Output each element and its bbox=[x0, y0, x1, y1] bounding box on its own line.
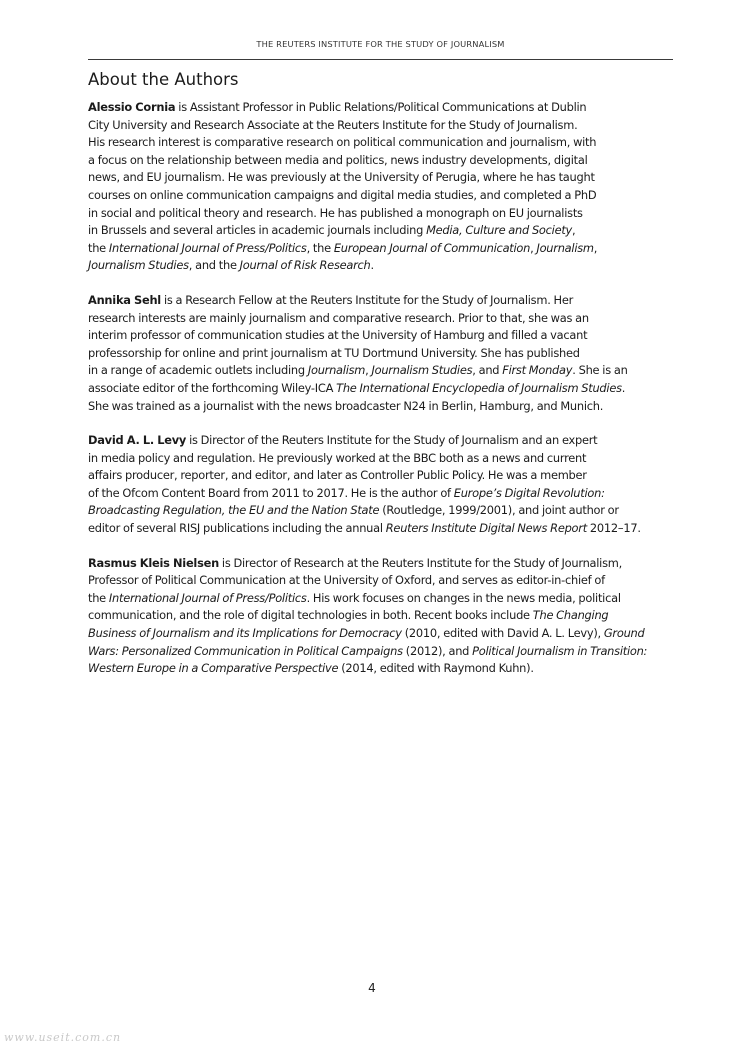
italic-title: European Journal of Communication bbox=[333, 240, 531, 255]
bio-line bbox=[88, 327, 676, 345]
bio-text: . His work focuses on changes in the news media, political bbox=[306, 590, 621, 605]
bio-text: in media policy and regulation. He previously worked at the BBC both as a news and current bbox=[88, 450, 587, 465]
italic-title: Reuters Institute Digital News Report bbox=[385, 521, 587, 536]
running-header: THE REUTERS INSTITUTE FOR THE STUDY OF JOURNALISM bbox=[256, 39, 505, 49]
bio-line bbox=[88, 607, 676, 625]
bio-text: (Routledge, 1999/2001), and joint author or bbox=[379, 503, 619, 518]
bio-text: (2014, edited with Raymond Kuhn). bbox=[338, 661, 534, 676]
bio-line bbox=[88, 432, 676, 450]
bio-text: , bbox=[572, 223, 576, 238]
bio-line bbox=[88, 520, 676, 538]
bio-text: . bbox=[621, 380, 626, 395]
bio-text: interim professor of communication studies at the University of Hamburg and filled a vacant bbox=[88, 328, 588, 343]
bio-line bbox=[88, 450, 676, 468]
author-bios bbox=[88, 99, 676, 695]
italic-title: First Monday bbox=[502, 363, 573, 378]
author-name: Rasmus Kleis Nielsen bbox=[88, 555, 219, 570]
bio-text: is Director of Research at the Reuters Institute for the Study of Journalism, bbox=[218, 555, 623, 570]
header-rule bbox=[88, 59, 673, 60]
italic-title: Media, Culture and Society bbox=[426, 223, 573, 238]
bio-text: City University and Research Associate at the Reuters Institute for the Study of Journalism. bbox=[88, 117, 578, 132]
bio-text: editor of several RISJ publications including the annual bbox=[88, 521, 386, 536]
author-name: David A. L. Levy bbox=[88, 433, 187, 448]
bio-text: a focus on the relationship between media and politics, news industry developments, digital bbox=[88, 152, 588, 167]
author-name: Alessio Cornia bbox=[88, 100, 176, 114]
italic-title: Ground bbox=[603, 626, 645, 641]
italic-title: International Journal of Press/Politics bbox=[108, 590, 307, 605]
bio-text: associate editor of the forthcoming Wiley-ICA bbox=[88, 380, 337, 395]
bio-text: is Assistant Professor in Public Relations/Political Communications at Dublin bbox=[175, 100, 587, 114]
bio-line bbox=[88, 362, 676, 380]
bio-line bbox=[88, 398, 676, 416]
author-bio bbox=[88, 555, 676, 678]
section-title: About the Authors bbox=[88, 70, 239, 89]
bio-text: 2012–17. bbox=[586, 521, 641, 536]
bio-text: the bbox=[88, 590, 109, 605]
italic-title: Journalism Studies bbox=[371, 363, 473, 378]
bio-text: His research interest is comparative research on political communication and journalism, with bbox=[88, 135, 597, 150]
bio-text: (2012), and bbox=[402, 643, 473, 658]
bio-line bbox=[88, 345, 676, 363]
bio-line bbox=[88, 485, 676, 503]
bio-line bbox=[88, 310, 676, 328]
bio-text: . She is an bbox=[572, 363, 628, 378]
bio-line bbox=[88, 590, 676, 608]
bio-line bbox=[88, 572, 676, 590]
bio-text: professorship for online and print journalism at TU Dortmund University. She has published bbox=[88, 345, 580, 360]
bio-line bbox=[88, 257, 676, 275]
bio-text: . bbox=[370, 258, 374, 273]
bio-line bbox=[88, 292, 676, 310]
author-bio bbox=[88, 99, 676, 275]
italic-title: Political Journalism in Transition: bbox=[472, 643, 648, 658]
bio-line bbox=[88, 625, 676, 643]
bio-text: the bbox=[88, 240, 109, 255]
italic-title: Europe’s Digital Revolution: bbox=[453, 485, 605, 500]
italic-title: Journalism Studies bbox=[88, 258, 189, 273]
bio-text: in a range of academic outlets including bbox=[88, 363, 308, 378]
bio-text: , bbox=[593, 240, 598, 255]
bio-line bbox=[88, 643, 676, 661]
bio-text: She was trained as a journalist with the news broadcaster N24 in Berlin, Hamburg, and Munich. bbox=[88, 398, 604, 413]
bio-line bbox=[88, 467, 676, 485]
bio-line bbox=[88, 169, 676, 187]
watermark: www.useit.com.cn bbox=[4, 1031, 122, 1044]
bio-text: in social and political theory and research. He has published a monograph on EU journalists bbox=[88, 205, 583, 220]
bio-text: research interests are mainly journalism and comparative research. Prior to that, she was an bbox=[88, 310, 589, 325]
italic-title: Wars: Personalized Communication in Political Campaigns bbox=[88, 643, 403, 658]
bio-text: news, and EU journalism. He was previously at the University of Perugia, where he has taught bbox=[88, 170, 595, 185]
bio-text: , and bbox=[472, 363, 503, 378]
italic-title: Journalism bbox=[307, 363, 366, 378]
bio-line bbox=[88, 555, 676, 573]
italic-title: Broadcasting Regulation, the EU and the Nation State bbox=[88, 503, 380, 518]
bio-text: is a Research Fellow at the Reuters Institute for the Study of Journalism. Her bbox=[160, 292, 574, 307]
bio-text: of the Ofcom Content Board from 2011 to 2017. He is the author of bbox=[88, 485, 454, 500]
bio-line bbox=[88, 222, 676, 240]
italic-title: Business of Journalism and its Implications for Democracy bbox=[88, 626, 402, 641]
author-bio bbox=[88, 432, 676, 538]
page-number: 4 bbox=[368, 981, 376, 995]
bio-line bbox=[88, 240, 676, 258]
bio-text: in Brussels and several articles in academic journals including bbox=[88, 223, 427, 238]
bio-line bbox=[88, 187, 676, 205]
bio-text: Professor of Political Communication at the University of Oxford, and serves as editor-in-chief of bbox=[88, 573, 605, 588]
italic-title: Journalism bbox=[536, 240, 594, 255]
bio-line bbox=[88, 152, 676, 170]
italic-title: The Changing bbox=[532, 608, 609, 623]
author-bio bbox=[88, 292, 676, 415]
italic-title: Western Europe in a Comparative Perspective bbox=[88, 661, 339, 676]
author-name: Annika Sehl bbox=[88, 292, 161, 307]
bio-line bbox=[88, 502, 676, 520]
bio-text: is Director of the Reuters Institute for the Study of Journalism and an expert bbox=[186, 433, 598, 448]
bio-line bbox=[88, 660, 676, 678]
bio-text: , the bbox=[306, 240, 334, 255]
bio-text: courses on online communication campaigns and digital media studies, and completed a PhD bbox=[88, 187, 597, 202]
italic-title: Journal of Risk Research bbox=[239, 258, 371, 273]
bio-text: , bbox=[530, 240, 537, 255]
bio-line bbox=[88, 99, 676, 117]
bio-text: , bbox=[365, 363, 372, 378]
italic-title: The International Encyclopedia of Journalism Studies bbox=[336, 380, 622, 395]
bio-text: communication, and the role of digital technologies in both. Recent books include bbox=[88, 608, 533, 623]
bio-text: (2010, edited with David A. L. Levy), bbox=[401, 626, 604, 641]
bio-line bbox=[88, 134, 676, 152]
bio-line bbox=[88, 117, 676, 135]
bio-text: affairs producer, reporter, and editor, and later as Controller Public Policy. He was a member bbox=[88, 468, 587, 483]
italic-title: International Journal of Press/Politics bbox=[108, 240, 307, 255]
bio-text: , and the bbox=[188, 258, 240, 273]
bio-line bbox=[88, 380, 676, 398]
bio-line bbox=[88, 205, 676, 223]
